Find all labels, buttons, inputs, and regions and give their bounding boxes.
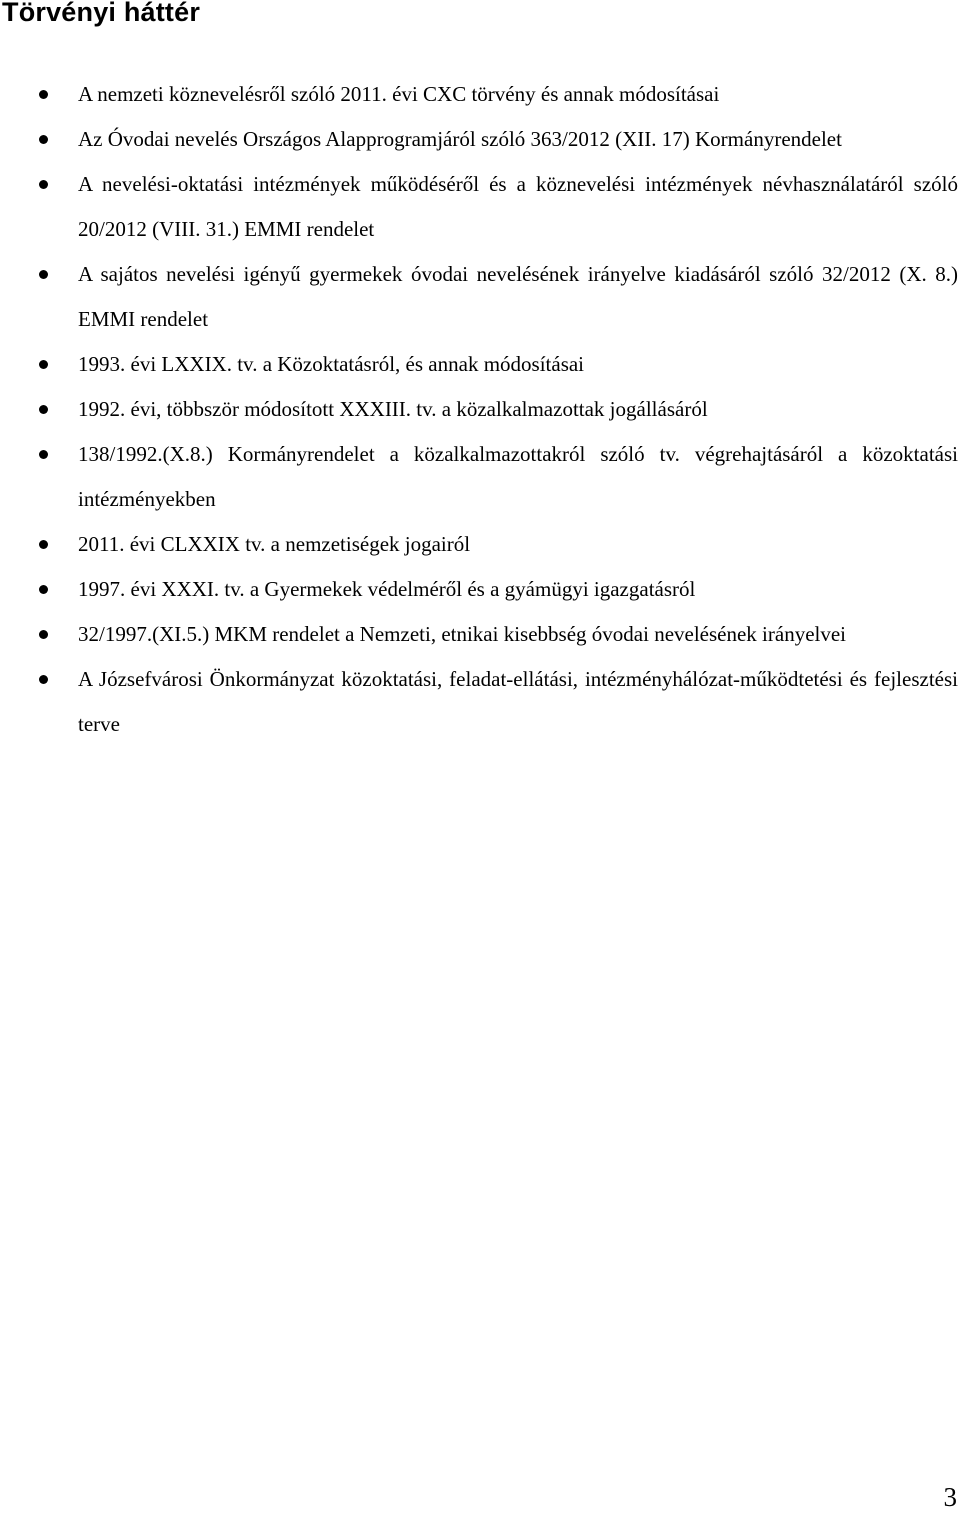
list-item-text: Az Óvodai nevelés Országos Alapprogramjáról szóló 363/2012 (XII. 17) Kormányrendelet: [78, 127, 842, 151]
list-item: [0, 432, 960, 522]
bullet-icon: [39, 540, 48, 549]
list-item: [0, 72, 960, 117]
list-item: [0, 657, 960, 747]
bullet-icon: [39, 90, 48, 99]
list-item: [0, 387, 960, 432]
bullet-icon: [39, 675, 48, 684]
list-item: [0, 612, 960, 657]
list-item: [0, 117, 960, 162]
list-item: [0, 162, 960, 252]
bullet-icon: [39, 450, 48, 459]
list-item-text: 1997. évi XXXI. tv. a Gyermekek védelméről és a gyámügyi igazgatásról: [78, 577, 696, 601]
legal-background-list: [0, 72, 960, 747]
list-item-text: 138/1992.(X.8.) Kormányrendelet a közalkalmazottakról szóló tv. végrehajtásáról a közoktatási intézményekben: [78, 442, 958, 511]
page-title: Törvényi háttér: [2, 0, 201, 27]
list-item-text: A nemzeti köznevelésről szóló 2011. évi CXC törvény és annak módosításai: [78, 82, 720, 106]
bullet-icon: [39, 630, 48, 639]
list-item-text: 1992. évi, többször módosított XXXIII. tv. a közalkalmazottak jogállásáról: [78, 397, 708, 421]
list-item: [0, 567, 960, 612]
list-item-text: A Józsefvárosi Önkormányzat közoktatási, feladat-ellátási, intézményhálózat-működtetési és fejlesztési terve: [78, 667, 958, 736]
list-item-text: 1993. évi LXXIX. tv. a Közoktatásról, és annak módosításai: [78, 352, 585, 376]
list-item: [0, 342, 960, 387]
bullet-icon: [39, 585, 48, 594]
list-item: [0, 522, 960, 567]
page-number: 3: [943, 1482, 957, 1512]
list-item-text: 32/1997.(XI.5.) MKM rendelet a Nemzeti, etnikai kisebbség óvodai nevelésének irányelvei: [78, 622, 847, 646]
list-item-text: 2011. évi CLXXIX tv. a nemzetiségek jogairól: [78, 532, 471, 556]
list-item-text: A sajátos nevelési igényű gyermekek óvodai nevelésének irányelve kiadásáról szóló 32/2012 (X. 8.) EMMI rendelet: [78, 262, 958, 331]
bullet-icon: [39, 180, 48, 189]
list-item: [0, 252, 960, 342]
bullet-icon: [39, 270, 48, 279]
bullet-icon: [39, 360, 48, 369]
bullet-icon: [39, 405, 48, 414]
bullet-icon: [39, 135, 48, 144]
list-item-text: A nevelési-oktatási intézmények működéséről és a köznevelési intézmények névhasználatáról szóló 20/2012 (VIII. 31.) EMMI rendelet: [78, 172, 958, 241]
